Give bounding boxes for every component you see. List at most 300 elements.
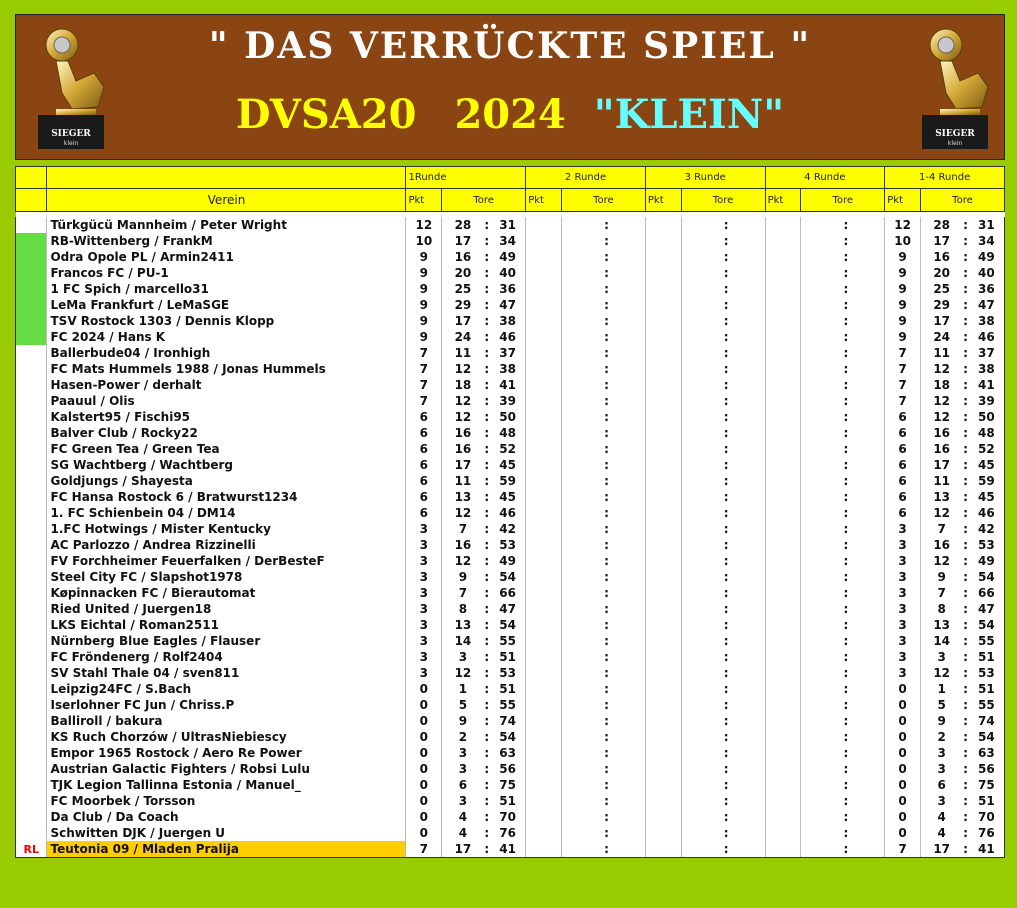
goals-against-cell: 37 [490, 345, 526, 361]
goals-for-cell [561, 265, 603, 281]
points-cell [526, 665, 562, 681]
goal-separator: : [604, 506, 609, 520]
goals-against-cell [610, 585, 646, 601]
goal-separator: : [604, 682, 609, 696]
goals-against-cell [729, 377, 765, 393]
goals-against-cell: 46 [490, 329, 526, 345]
goals-for-cell: 16 [920, 537, 962, 553]
row-marker [16, 745, 47, 761]
goals-against-cell [610, 665, 646, 681]
goals-for-cell: 16 [920, 249, 962, 265]
goal-separator: : [604, 410, 609, 424]
points-cell [526, 729, 562, 745]
team-name: Schwitten DJK / Juergen U [47, 825, 406, 841]
points-cell: 0 [885, 681, 921, 697]
goals-for-cell [681, 841, 723, 858]
goal-separator: : [604, 714, 609, 728]
goal-separator: : [604, 842, 609, 856]
points-cell [765, 249, 801, 265]
goal-separator: : [484, 442, 490, 456]
points-cell: 0 [406, 729, 442, 745]
goals-against-cell: 37 [969, 345, 1005, 361]
goals-for-cell: 14 [920, 633, 962, 649]
goals-against-cell [729, 217, 765, 233]
points-cell [645, 249, 681, 265]
points-cell: 9 [885, 281, 921, 297]
round-1-header: 1Runde [406, 167, 526, 189]
goals-for-cell [561, 409, 603, 425]
points-cell: 6 [406, 489, 442, 505]
goal-separator: : [843, 794, 849, 808]
team-name: FC 2024 / Hans K [47, 329, 406, 345]
trophy-icon [916, 23, 994, 151]
goals-for-cell [801, 217, 843, 233]
goals-for-cell [681, 505, 723, 521]
goals-for-cell: 9 [442, 713, 484, 729]
points-cell [765, 409, 801, 425]
goals-for-cell [801, 649, 843, 665]
points-cell: 12 [406, 217, 442, 233]
goals-against-cell [610, 425, 646, 441]
goals-against-cell: 41 [490, 377, 526, 393]
goal-separator: : [723, 698, 729, 712]
goals-for-cell [681, 665, 723, 681]
goals-against-cell [849, 233, 885, 249]
goals-against-cell: 47 [490, 601, 526, 617]
goals-against-cell [729, 313, 765, 329]
goals-for-cell: 25 [920, 281, 962, 297]
points-cell [765, 521, 801, 537]
points-cell: 6 [885, 489, 921, 505]
goal-separator: : [723, 298, 729, 312]
points-cell [645, 585, 681, 601]
points-cell: 7 [885, 841, 921, 858]
goal-separator: : [723, 554, 729, 568]
team-name: TJK Legion Tallinna Estonia / Manuel_ [47, 777, 406, 793]
goal-separator: : [484, 394, 490, 408]
goals-for-cell: 4 [442, 825, 484, 841]
goals-for-cell [681, 377, 723, 393]
goal-separator: : [963, 490, 968, 504]
goals-for-cell [561, 457, 603, 473]
points-cell [526, 377, 562, 393]
team-name: TSV Rostock 1303 / Dennis Klopp [47, 313, 406, 329]
table-row [16, 297, 1005, 313]
points-cell [645, 425, 681, 441]
goal-separator: : [604, 826, 609, 840]
points-cell [765, 297, 801, 313]
goals-against-cell [729, 425, 765, 441]
points-cell [645, 489, 681, 505]
goals-for-cell [681, 313, 723, 329]
round-4-header: 4 Runde [765, 167, 885, 189]
row-marker [16, 249, 47, 265]
goals-for-cell: 9 [920, 713, 962, 729]
goals-for-cell: 17 [920, 233, 962, 249]
goal-separator: : [484, 842, 490, 856]
goals-against-cell: 54 [969, 617, 1005, 633]
goal-separator: : [963, 730, 968, 744]
points-cell [765, 585, 801, 601]
goals-against-cell [610, 617, 646, 633]
goals-for-cell [681, 249, 723, 265]
goal-separator: : [484, 346, 490, 360]
goal-separator: : [604, 554, 609, 568]
goals-for-cell [561, 665, 603, 681]
goal-separator: : [963, 442, 968, 456]
table-row [16, 441, 1005, 457]
goals-against-cell: 50 [969, 409, 1005, 425]
goals-for-cell [801, 617, 843, 633]
goal-separator: : [604, 602, 609, 616]
goals-against-cell [849, 809, 885, 825]
points-cell [645, 601, 681, 617]
points-cell [645, 473, 681, 489]
points-cell [645, 521, 681, 537]
points-cell: 3 [885, 649, 921, 665]
title-banner [15, 14, 1005, 160]
pkt-header: Pkt [885, 189, 921, 212]
goal-separator: : [843, 634, 849, 648]
table-row [16, 233, 1005, 249]
goals-against-cell [849, 393, 885, 409]
goals-against-cell: 51 [490, 649, 526, 665]
team-name: KS Ruch Chorzów / UltrasNiebiescy [47, 729, 406, 745]
goal-separator: : [843, 682, 849, 696]
goals-for-cell [681, 761, 723, 777]
points-cell [645, 297, 681, 313]
goals-for-cell: 13 [442, 617, 484, 633]
points-cell: 3 [885, 633, 921, 649]
table-row [16, 521, 1005, 537]
points-cell [765, 617, 801, 633]
goal-separator: : [963, 794, 968, 808]
team-name: Odra Opole PL / Armin2411 [47, 249, 406, 265]
goals-against-cell [610, 809, 646, 825]
points-cell: 3 [406, 633, 442, 649]
goals-against-cell: 31 [490, 217, 526, 233]
goal-separator: : [723, 474, 729, 488]
table-row [16, 841, 1005, 858]
goal-separator: : [604, 522, 609, 536]
table-row [16, 457, 1005, 473]
points-cell [526, 681, 562, 697]
table-row [16, 361, 1005, 377]
table-row [16, 329, 1005, 345]
goals-for-cell [681, 409, 723, 425]
table-row [16, 409, 1005, 425]
goals-for-cell [681, 329, 723, 345]
row-marker [16, 585, 47, 601]
goals-for-cell: 3 [442, 745, 484, 761]
goals-for-cell [561, 233, 603, 249]
goals-against-cell: 36 [490, 281, 526, 297]
goal-separator: : [843, 410, 849, 424]
goals-for-cell: 28 [442, 217, 484, 233]
goal-separator: : [604, 266, 609, 280]
goals-against-cell: 53 [490, 665, 526, 681]
goals-for-cell: 2 [442, 729, 484, 745]
goals-for-cell: 25 [442, 281, 484, 297]
goals-against-cell: 74 [490, 713, 526, 729]
team-name: Steel City FC / Slapshot1978 [47, 569, 406, 585]
goal-separator: : [604, 394, 609, 408]
goals-for-cell [561, 249, 603, 265]
goals-against-cell [610, 313, 646, 329]
goals-for-cell: 9 [920, 569, 962, 585]
goal-separator: : [484, 314, 490, 328]
goal-separator: : [843, 810, 849, 824]
goals-against-cell [849, 569, 885, 585]
goals-for-cell: 13 [920, 617, 962, 633]
goals-against-cell [849, 617, 885, 633]
points-cell [765, 761, 801, 777]
goals-against-cell [849, 793, 885, 809]
points-cell [645, 729, 681, 745]
goal-separator: : [963, 810, 968, 824]
goals-for-cell [801, 505, 843, 521]
goals-against-cell [610, 713, 646, 729]
points-cell: 0 [406, 697, 442, 713]
goal-separator: : [723, 282, 729, 296]
goal-separator: : [843, 474, 849, 488]
goal-separator: : [723, 602, 729, 616]
goals-for-cell [801, 633, 843, 649]
points-cell: 6 [885, 473, 921, 489]
goal-separator: : [484, 218, 490, 232]
points-cell: 3 [885, 537, 921, 553]
goals-against-cell [610, 825, 646, 841]
points-cell: 9 [885, 265, 921, 281]
goals-against-cell [610, 361, 646, 377]
points-cell: 9 [406, 313, 442, 329]
team-name: SV Stahl Thale 04 / sven811 [47, 665, 406, 681]
points-cell [765, 553, 801, 569]
goals-against-cell: 56 [490, 761, 526, 777]
points-cell [765, 281, 801, 297]
goal-separator: : [723, 746, 729, 760]
goals-for-cell: 29 [920, 297, 962, 313]
sub-title [16, 91, 1004, 138]
goals-for-cell [801, 361, 843, 377]
goal-separator: : [604, 458, 609, 472]
goals-for-cell: 9 [442, 569, 484, 585]
goals-for-cell: 12 [920, 409, 962, 425]
goals-for-cell: 12 [442, 553, 484, 569]
goals-for-cell [561, 761, 603, 777]
goal-separator: : [843, 442, 849, 456]
goals-against-cell [849, 457, 885, 473]
goal-separator: : [484, 234, 490, 248]
goals-against-cell: 49 [490, 249, 526, 265]
points-cell: 7 [406, 345, 442, 361]
goals-against-cell: 75 [969, 777, 1005, 793]
goals-for-cell [561, 729, 603, 745]
points-cell [765, 601, 801, 617]
goals-for-cell [561, 745, 603, 761]
goal-separator: : [963, 762, 968, 776]
points-cell [765, 809, 801, 825]
points-cell: 0 [885, 777, 921, 793]
goals-against-cell [729, 457, 765, 473]
row-marker [16, 377, 47, 393]
goal-separator: : [843, 762, 849, 776]
goal-separator: : [843, 618, 849, 632]
table-row [16, 265, 1005, 281]
points-cell [526, 713, 562, 729]
row-marker [16, 345, 47, 361]
points-cell [526, 569, 562, 585]
goals-against-cell: 55 [969, 697, 1005, 713]
goals-against-cell: 51 [969, 793, 1005, 809]
points-cell: 3 [406, 569, 442, 585]
goals-against-cell: 53 [490, 537, 526, 553]
points-cell [765, 473, 801, 489]
goals-against-cell: 34 [490, 233, 526, 249]
points-cell: 7 [406, 393, 442, 409]
points-cell: 0 [406, 793, 442, 809]
table-row [16, 761, 1005, 777]
points-cell: 3 [406, 537, 442, 553]
points-cell [526, 217, 562, 233]
goals-against-cell: 47 [969, 601, 1005, 617]
goals-for-cell: 24 [442, 329, 484, 345]
goal-separator: : [484, 730, 490, 744]
goal-separator: : [723, 794, 729, 808]
row-marker [16, 665, 47, 681]
goal-separator: : [843, 698, 849, 712]
row-marker [16, 441, 47, 457]
team-name: Kalstert95 / Fischi95 [47, 409, 406, 425]
points-cell [645, 345, 681, 361]
goal-separator: : [484, 794, 490, 808]
goals-for-cell [681, 601, 723, 617]
goal-separator: : [843, 362, 849, 376]
goals-against-cell: 51 [490, 681, 526, 697]
team-name: Balver Club / Rocky22 [47, 425, 406, 441]
points-cell: 6 [406, 505, 442, 521]
points-cell [526, 361, 562, 377]
goals-against-cell: 51 [969, 649, 1005, 665]
points-cell [645, 617, 681, 633]
goals-against-cell: 47 [490, 297, 526, 313]
goal-separator: : [484, 570, 490, 584]
goals-for-cell: 6 [442, 777, 484, 793]
goals-against-cell: 38 [490, 313, 526, 329]
goals-against-cell: 63 [490, 745, 526, 761]
points-cell [645, 457, 681, 473]
table-row [16, 633, 1005, 649]
goals-against-cell: 46 [490, 505, 526, 521]
table-row [16, 665, 1005, 681]
goals-against-cell [610, 409, 646, 425]
goals-against-cell [610, 633, 646, 649]
points-cell: 0 [406, 777, 442, 793]
goals-for-cell: 17 [920, 313, 962, 329]
goal-separator: : [843, 746, 849, 760]
goal-separator: : [484, 266, 490, 280]
goals-for-cell [561, 617, 603, 633]
goals-against-cell: 34 [969, 233, 1005, 249]
goals-for-cell [801, 841, 843, 858]
goal-separator: : [604, 538, 609, 552]
goal-separator: : [723, 250, 729, 264]
goals-against-cell [729, 569, 765, 585]
points-cell: 0 [406, 825, 442, 841]
row-marker [16, 537, 47, 553]
goals-for-cell [681, 729, 723, 745]
goal-separator: : [963, 826, 968, 840]
goals-for-cell [801, 569, 843, 585]
goals-against-cell: 54 [490, 729, 526, 745]
points-cell: 6 [406, 425, 442, 441]
goals-against-cell [729, 409, 765, 425]
goals-for-cell [561, 297, 603, 313]
points-cell [765, 633, 801, 649]
points-cell: 3 [406, 665, 442, 681]
points-cell: 6 [406, 457, 442, 473]
goals-against-cell [849, 473, 885, 489]
points-cell [645, 681, 681, 697]
goals-for-cell: 8 [920, 601, 962, 617]
table-row [16, 585, 1005, 601]
points-cell [645, 537, 681, 553]
goal-separator: : [604, 346, 609, 360]
points-cell: 6 [406, 409, 442, 425]
goals-against-cell [729, 601, 765, 617]
goal-separator: : [843, 218, 849, 232]
goals-for-cell: 11 [920, 345, 962, 361]
points-cell: 0 [885, 809, 921, 825]
points-cell [645, 713, 681, 729]
goal-separator: : [723, 458, 729, 472]
table-row [16, 393, 1005, 409]
goals-for-cell: 7 [442, 585, 484, 601]
goals-against-cell: 48 [490, 425, 526, 441]
goals-against-cell: 41 [490, 841, 526, 858]
goal-separator: : [604, 234, 609, 248]
row-marker: RL [16, 841, 47, 858]
goal-separator: : [484, 746, 490, 760]
goals-for-cell [561, 793, 603, 809]
goals-against-cell: 59 [490, 473, 526, 489]
goals-against-cell [849, 601, 885, 617]
goal-separator: : [963, 378, 968, 392]
goals-against-cell [849, 585, 885, 601]
points-cell: 3 [885, 665, 921, 681]
goals-against-cell [729, 713, 765, 729]
team-name: 1. FC Schienbein 04 / DM14 [47, 505, 406, 521]
goals-against-cell [729, 729, 765, 745]
goal-separator: : [484, 250, 490, 264]
row-marker [16, 265, 47, 281]
points-cell [526, 601, 562, 617]
goal-separator: : [723, 346, 729, 360]
row-marker [16, 809, 47, 825]
team-name: 1 FC Spich / marcello31 [47, 281, 406, 297]
points-cell [765, 745, 801, 761]
points-cell: 7 [885, 345, 921, 361]
goals-against-cell [729, 345, 765, 361]
points-cell [765, 681, 801, 697]
goals-against-cell [729, 777, 765, 793]
goals-against-cell: 52 [969, 441, 1005, 457]
goal-separator: : [604, 298, 609, 312]
points-cell [765, 793, 801, 809]
goals-for-cell: 16 [920, 425, 962, 441]
goal-separator: : [843, 378, 849, 392]
goal-separator: : [723, 266, 729, 280]
